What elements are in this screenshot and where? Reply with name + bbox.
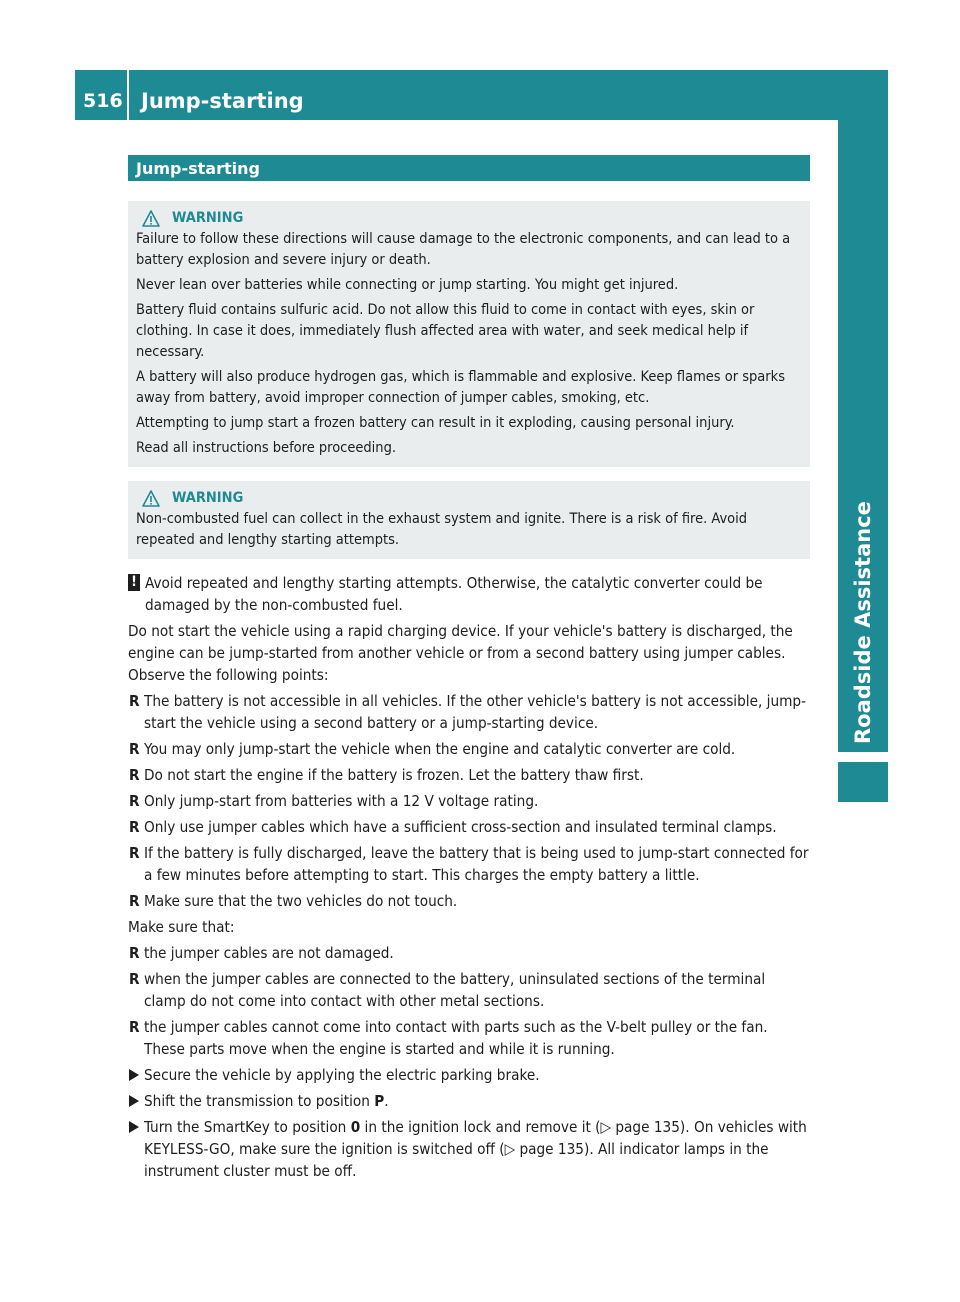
page-ref-arrow-icon: ▷	[504, 1140, 516, 1158]
bullet-icon: R	[129, 844, 140, 862]
bullet-icon: R	[129, 944, 140, 962]
header-title: Jump-starting	[141, 89, 304, 113]
list-item: R You may only jump-start the vehicle when the engine and catalytic converter are cold.	[129, 740, 736, 758]
bullet-icon: R	[129, 1018, 140, 1036]
warning-paragraph: A battery will also produce hydrogen gas, which is flammable and explosive. Keep flames or sparks away from battery, avoid improper connection of jumper cables, smoking, etc.	[136, 369, 786, 406]
warning-title: WARNING	[172, 489, 244, 506]
page-header-bar	[75, 70, 888, 120]
note-text: Avoid repeated and lengthy starting attempts. Otherwise, the catalytic converter could be damaged by the non-combusted fuel.	[145, 574, 763, 614]
intro-paragraph: Do not start the vehicle using a rapid charging device. If your vehicle's battery is discharged, the engine can be jump-started from another vehicle or from a second battery using jumper cables. Observe the following points:	[128, 622, 793, 684]
list-item: R Only use jumper cables which have a sufficient cross-section and insulated terminal clamps.	[129, 818, 777, 836]
list-item: R when the jumper cables are connected to the battery, uninsulated sections of the terminal clamp do not come into contact with other metal sections.	[129, 970, 766, 1010]
warning-paragraph: Read all instructions before proceeding.	[136, 440, 397, 456]
page-number: 516	[83, 90, 123, 112]
note-item	[128, 572, 811, 616]
step-arrow-icon	[129, 1121, 139, 1133]
list-item: R Only jump-start from batteries with a 12 V voltage rating.	[129, 792, 539, 810]
warning-paragraph: Non-combusted fuel can collect in the exhaust system and ignite. There is a risk of fire. Avoid repeated and lengthy starting attempts.	[136, 511, 748, 548]
section-title: Jump-starting	[136, 159, 260, 178]
warning-paragraph: Battery fluid contains sulfuric acid. Do not allow this fluid to come in contact with eyes, skin or clothing. In case it does, immediately flush affected area with water, and seek medical help if necessary.	[136, 302, 755, 360]
side-tab-marker	[838, 762, 888, 802]
bullet-icon: R	[129, 892, 140, 910]
warning-paragraph: Failure to follow these directions will cause damage to the electronic components, and can lead to a battery explosion and severe injury or death.	[136, 231, 791, 268]
warning-box-2	[128, 481, 810, 559]
list-item: R Make sure that the two vehicles do not touch.	[129, 892, 458, 910]
step-item: Shift the transmission to position P.	[128, 1090, 811, 1112]
list-item: R Do not start the engine if the battery is frozen. Let the battery thaw first.	[129, 766, 644, 784]
bullet-icon: R	[129, 818, 140, 836]
bullet-icon: R	[129, 792, 140, 810]
page-reference-link[interactable]: page 135). On vehicles with KEYLESS-GO, make sure the ignition is switched off (	[144, 1118, 807, 1158]
warning-triangle-icon	[142, 490, 160, 507]
warning-triangle-icon	[142, 210, 160, 227]
side-tab-label: Roadside Assistance	[851, 501, 875, 744]
step-item: Turn the SmartKey to position 0 in the ignition lock and remove it (▷ page 135). On vehicles with KEYLESS-GO, make sure the ignition is switched off (▷ page 135). All indicator lamps in the instrument cluster must be off.	[128, 1116, 811, 1182]
warning-title: WARNING	[172, 209, 244, 226]
make-sure-label: Make sure that:	[128, 918, 235, 936]
page-ref-arrow-icon: ▷	[600, 1118, 612, 1136]
main-content	[128, 572, 811, 1186]
step-arrow-icon	[129, 1095, 139, 1107]
step-arrow-icon	[129, 1069, 139, 1081]
bullet-icon: R	[129, 692, 140, 710]
warning-box-1	[128, 201, 810, 467]
list-item: R the jumper cables cannot come into contact with parts such as the V-belt pulley or the fan. These parts move when the engine is started and while it is running.	[129, 1018, 768, 1058]
bullet-icon: R	[129, 740, 140, 758]
list-item: R the jumper cables are not damaged.	[129, 944, 394, 962]
section-heading	[128, 155, 810, 181]
side-tab	[838, 120, 888, 752]
note-icon: !	[128, 574, 140, 591]
list-item: R If the battery is fully discharged, leave the battery that is being used to jump-start connected for a few minutes before attempting to start. This charges the empty battery a little.	[129, 844, 809, 884]
warning-paragraph: Attempting to jump start a frozen battery can result in it exploding, causing personal injury.	[136, 415, 735, 431]
bullet-icon: R	[129, 970, 140, 988]
page-reference-link[interactable]: page 135). All indicator lamps in the instrument cluster must be off.	[144, 1140, 769, 1180]
bullet-icon: R	[129, 766, 140, 784]
list-item: R The battery is not accessible in all vehicles. If the other vehicle's battery is not accessible, jump-start the vehicle using a second battery or a jump-starting device.	[129, 692, 807, 732]
step-item: Secure the vehicle by applying the electric parking brake.	[128, 1064, 811, 1086]
warning-paragraph: Never lean over batteries while connecting or jump starting. You might get injured.	[136, 277, 679, 293]
header-divider	[127, 70, 129, 120]
